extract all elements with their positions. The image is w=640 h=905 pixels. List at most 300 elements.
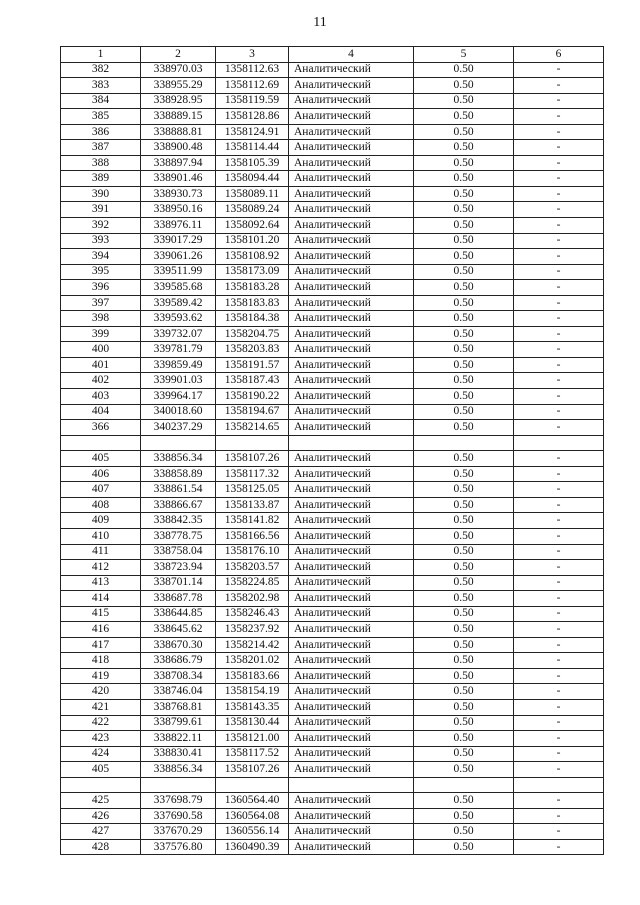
- method-cell: Аналитический: [289, 497, 414, 513]
- accuracy-cell: 0.50: [414, 808, 514, 824]
- point-number-cell: 423: [61, 731, 141, 747]
- note-cell: -: [514, 668, 604, 684]
- accuracy-cell: 0.50: [414, 373, 514, 389]
- accuracy-cell: 0.50: [414, 466, 514, 482]
- x-coordinate-cell: 337698.79: [141, 793, 216, 809]
- table-row: [61, 326, 604, 342]
- x-coordinate-cell: 339781.79: [141, 342, 216, 358]
- table-row: [61, 357, 604, 373]
- method-cell: Аналитический: [289, 699, 414, 715]
- x-coordinate-cell: 338970.03: [141, 62, 216, 78]
- method-cell: Аналитический: [289, 249, 414, 265]
- point-number-cell: 383: [61, 78, 141, 94]
- x-coordinate-cell: 338866.67: [141, 497, 216, 513]
- x-coordinate-cell: 338888.81: [141, 124, 216, 140]
- point-number-cell: 412: [61, 560, 141, 576]
- x-coordinate-cell: 338830.41: [141, 746, 216, 762]
- note-cell: -: [514, 202, 604, 218]
- x-coordinate-cell: [141, 435, 216, 451]
- y-coordinate-cell: 1360564.40: [216, 793, 289, 809]
- accuracy-cell: [414, 435, 514, 451]
- x-coordinate-cell: 339859.49: [141, 357, 216, 373]
- point-number-cell: 385: [61, 109, 141, 125]
- accuracy-cell: 0.50: [414, 606, 514, 622]
- y-coordinate-cell: 1358107.26: [216, 762, 289, 778]
- accuracy-cell: 0.50: [414, 513, 514, 529]
- column-header: 6: [514, 47, 604, 63]
- y-coordinate-cell: 1358119.59: [216, 93, 289, 109]
- accuracy-cell: 0.50: [414, 482, 514, 498]
- x-coordinate-cell: 338768.81: [141, 699, 216, 715]
- method-cell: Аналитический: [289, 824, 414, 840]
- point-number-cell: 408: [61, 497, 141, 513]
- note-cell: -: [514, 684, 604, 700]
- x-coordinate-cell: 338861.54: [141, 482, 216, 498]
- x-coordinate-cell: 338955.29: [141, 78, 216, 94]
- x-coordinate-cell: 338928.95: [141, 93, 216, 109]
- y-coordinate-cell: 1358125.05: [216, 482, 289, 498]
- table-row: [61, 497, 604, 513]
- x-coordinate-cell: 338645.62: [141, 622, 216, 638]
- note-cell: -: [514, 528, 604, 544]
- x-coordinate-cell: 338723.94: [141, 560, 216, 576]
- note-cell: -: [514, 264, 604, 280]
- table-row: [61, 482, 604, 498]
- note-cell: -: [514, 109, 604, 125]
- note-cell: -: [514, 699, 604, 715]
- accuracy-cell: 0.50: [414, 389, 514, 405]
- x-coordinate-cell: 337576.80: [141, 839, 216, 855]
- x-coordinate-cell: 337670.29: [141, 824, 216, 840]
- y-coordinate-cell: 1358128.86: [216, 109, 289, 125]
- y-coordinate-cell: 1358183.28: [216, 280, 289, 296]
- point-number-cell: 405: [61, 762, 141, 778]
- y-coordinate-cell: 1358201.02: [216, 653, 289, 669]
- y-coordinate-cell: 1358202.98: [216, 591, 289, 607]
- table-row: [61, 668, 604, 684]
- table-row: [61, 171, 604, 187]
- method-cell: Аналитический: [289, 731, 414, 747]
- accuracy-cell: 0.50: [414, 824, 514, 840]
- y-coordinate-cell: 1358173.09: [216, 264, 289, 280]
- method-cell: Аналитический: [289, 668, 414, 684]
- accuracy-cell: 0.50: [414, 591, 514, 607]
- point-number-cell: 428: [61, 839, 141, 855]
- y-coordinate-cell: 1358187.43: [216, 373, 289, 389]
- point-number-cell: 393: [61, 233, 141, 249]
- point-number-cell: 413: [61, 575, 141, 591]
- point-number-cell: 395: [61, 264, 141, 280]
- x-coordinate-cell: 338901.46: [141, 171, 216, 187]
- point-number-cell: 420: [61, 684, 141, 700]
- point-number-cell: 390: [61, 186, 141, 202]
- point-number-cell: 387: [61, 140, 141, 156]
- table-row: [61, 373, 604, 389]
- y-coordinate-cell: 1358214.42: [216, 637, 289, 653]
- x-coordinate-cell: 339732.07: [141, 326, 216, 342]
- accuracy-cell: 0.50: [414, 528, 514, 544]
- table-row: [61, 233, 604, 249]
- accuracy-cell: 0.50: [414, 311, 514, 327]
- accuracy-cell: 0.50: [414, 731, 514, 747]
- point-number-cell: 417: [61, 637, 141, 653]
- x-coordinate-cell: [141, 777, 216, 793]
- x-coordinate-cell: 338889.15: [141, 109, 216, 125]
- note-cell: -: [514, 497, 604, 513]
- point-number-cell: 389: [61, 171, 141, 187]
- accuracy-cell: 0.50: [414, 93, 514, 109]
- method-cell: Аналитический: [289, 466, 414, 482]
- note-cell: -: [514, 155, 604, 171]
- accuracy-cell: 0.50: [414, 155, 514, 171]
- accuracy-cell: 0.50: [414, 575, 514, 591]
- note-cell: -: [514, 466, 604, 482]
- accuracy-cell: 0.50: [414, 793, 514, 809]
- table-row: [61, 762, 604, 778]
- method-cell: Аналитический: [289, 62, 414, 78]
- note-cell: -: [514, 78, 604, 94]
- note-cell: -: [514, 186, 604, 202]
- point-number-cell: 419: [61, 668, 141, 684]
- note-cell: -: [514, 218, 604, 234]
- note-cell: -: [514, 171, 604, 187]
- point-number-cell: [61, 777, 141, 793]
- method-cell: Аналитический: [289, 155, 414, 171]
- note-cell: -: [514, 326, 604, 342]
- table-row: [61, 280, 604, 296]
- y-coordinate-cell: 1358183.83: [216, 295, 289, 311]
- table-row: [61, 528, 604, 544]
- x-coordinate-cell: 339901.03: [141, 373, 216, 389]
- x-coordinate-cell: 339061.26: [141, 249, 216, 265]
- method-cell: Аналитический: [289, 186, 414, 202]
- x-coordinate-cell: 338778.75: [141, 528, 216, 544]
- point-number-cell: 404: [61, 404, 141, 420]
- y-coordinate-cell: 1358133.87: [216, 497, 289, 513]
- accuracy-cell: 0.50: [414, 342, 514, 358]
- table-row: [61, 435, 604, 451]
- method-cell: Аналитический: [289, 373, 414, 389]
- point-number-cell: 406: [61, 466, 141, 482]
- point-number-cell: 425: [61, 793, 141, 809]
- y-coordinate-cell: 1358089.24: [216, 202, 289, 218]
- method-cell: Аналитический: [289, 93, 414, 109]
- x-coordinate-cell: 339017.29: [141, 233, 216, 249]
- accuracy-cell: 0.50: [414, 451, 514, 467]
- point-number-cell: 414: [61, 591, 141, 607]
- accuracy-cell: 0.50: [414, 171, 514, 187]
- table-row: [61, 140, 604, 156]
- accuracy-cell: 0.50: [414, 404, 514, 420]
- table-row: [61, 544, 604, 560]
- method-cell: Аналитический: [289, 637, 414, 653]
- method-cell: Аналитический: [289, 264, 414, 280]
- x-coordinate-cell: 338842.35: [141, 513, 216, 529]
- x-coordinate-cell: 340018.60: [141, 404, 216, 420]
- accuracy-cell: 0.50: [414, 653, 514, 669]
- note-cell: -: [514, 575, 604, 591]
- note-cell: -: [514, 342, 604, 358]
- note-cell: -: [514, 373, 604, 389]
- y-coordinate-cell: 1358214.65: [216, 420, 289, 436]
- table-row: [61, 249, 604, 265]
- method-cell: Аналитический: [289, 575, 414, 591]
- y-coordinate-cell: 1360490.39: [216, 839, 289, 855]
- note-cell: -: [514, 420, 604, 436]
- note-cell: -: [514, 746, 604, 762]
- accuracy-cell: 0.50: [414, 420, 514, 436]
- table-row: [61, 793, 604, 809]
- table-row: [61, 62, 604, 78]
- point-number-cell: 399: [61, 326, 141, 342]
- y-coordinate-cell: 1358121.00: [216, 731, 289, 747]
- accuracy-cell: 0.50: [414, 699, 514, 715]
- note-cell: -: [514, 513, 604, 529]
- note-cell: -: [514, 715, 604, 731]
- point-number-cell: 391: [61, 202, 141, 218]
- point-number-cell: 424: [61, 746, 141, 762]
- table-row: [61, 186, 604, 202]
- table-row: [61, 731, 604, 747]
- method-cell: Аналитический: [289, 591, 414, 607]
- table-row: [61, 202, 604, 218]
- y-coordinate-cell: 1358117.52: [216, 746, 289, 762]
- y-coordinate-cell: 1358224.85: [216, 575, 289, 591]
- x-coordinate-cell: 338976.11: [141, 218, 216, 234]
- y-coordinate-cell: 1358101.20: [216, 233, 289, 249]
- point-number-cell: 388: [61, 155, 141, 171]
- x-coordinate-cell: 338687.78: [141, 591, 216, 607]
- method-cell: Аналитический: [289, 311, 414, 327]
- note-cell: -: [514, 280, 604, 296]
- method-cell: Аналитический: [289, 715, 414, 731]
- table-row: [61, 404, 604, 420]
- point-number-cell: 392: [61, 218, 141, 234]
- accuracy-cell: 0.50: [414, 78, 514, 94]
- accuracy-cell: 0.50: [414, 544, 514, 560]
- point-number-cell: 418: [61, 653, 141, 669]
- x-coordinate-cell: 338897.94: [141, 155, 216, 171]
- x-coordinate-cell: 338644.85: [141, 606, 216, 622]
- y-coordinate-cell: 1358114.44: [216, 140, 289, 156]
- x-coordinate-cell: 338950.16: [141, 202, 216, 218]
- x-coordinate-cell: 338856.34: [141, 451, 216, 467]
- x-coordinate-cell: 338858.89: [141, 466, 216, 482]
- note-cell: -: [514, 62, 604, 78]
- x-coordinate-cell: 338746.04: [141, 684, 216, 700]
- accuracy-cell: 0.50: [414, 295, 514, 311]
- note-cell: -: [514, 808, 604, 824]
- method-cell: Аналитический: [289, 218, 414, 234]
- accuracy-cell: 0.50: [414, 326, 514, 342]
- x-coordinate-cell: 338799.61: [141, 715, 216, 731]
- accuracy-cell: 0.50: [414, 264, 514, 280]
- table-row: [61, 575, 604, 591]
- method-cell: Аналитический: [289, 762, 414, 778]
- method-cell: Аналитический: [289, 528, 414, 544]
- note-cell: -: [514, 762, 604, 778]
- y-coordinate-cell: 1360564.08: [216, 808, 289, 824]
- note-cell: -: [514, 249, 604, 265]
- y-coordinate-cell: 1358204.75: [216, 326, 289, 342]
- method-cell: Аналитический: [289, 513, 414, 529]
- method-cell: Аналитический: [289, 420, 414, 436]
- y-coordinate-cell: 1358107.26: [216, 451, 289, 467]
- note-cell: -: [514, 824, 604, 840]
- note-cell: -: [514, 793, 604, 809]
- x-coordinate-cell: 338701.14: [141, 575, 216, 591]
- coordinates-table: [60, 46, 604, 855]
- accuracy-cell: 0.50: [414, 762, 514, 778]
- x-coordinate-cell: 339593.62: [141, 311, 216, 327]
- accuracy-cell: 0.50: [414, 202, 514, 218]
- table-row: [61, 466, 604, 482]
- point-number-cell: 397: [61, 295, 141, 311]
- method-cell: Аналитический: [289, 109, 414, 125]
- point-number-cell: 426: [61, 808, 141, 824]
- y-coordinate-cell: 1358117.32: [216, 466, 289, 482]
- method-cell: Аналитический: [289, 140, 414, 156]
- x-coordinate-cell: 337690.58: [141, 808, 216, 824]
- note-cell: -: [514, 233, 604, 249]
- table-row: [61, 637, 604, 653]
- method-cell: Аналитический: [289, 793, 414, 809]
- y-coordinate-cell: 1358105.39: [216, 155, 289, 171]
- method-cell: Аналитический: [289, 606, 414, 622]
- point-number-cell: 421: [61, 699, 141, 715]
- table-row: [61, 78, 604, 94]
- x-coordinate-cell: 338670.30: [141, 637, 216, 653]
- note-cell: -: [514, 591, 604, 607]
- table-row: [61, 715, 604, 731]
- x-coordinate-cell: 339585.68: [141, 280, 216, 296]
- method-cell: Аналитический: [289, 202, 414, 218]
- y-coordinate-cell: 1358141.82: [216, 513, 289, 529]
- note-cell: -: [514, 839, 604, 855]
- y-coordinate-cell: 1360556.14: [216, 824, 289, 840]
- accuracy-cell: 0.50: [414, 839, 514, 855]
- note-cell: -: [514, 93, 604, 109]
- method-cell: [289, 777, 414, 793]
- note-cell: -: [514, 622, 604, 638]
- method-cell: Аналитический: [289, 451, 414, 467]
- point-number-cell: 405: [61, 451, 141, 467]
- method-cell: Аналитический: [289, 839, 414, 855]
- y-coordinate-cell: 1358246.43: [216, 606, 289, 622]
- note-cell: -: [514, 637, 604, 653]
- point-number-cell: 422: [61, 715, 141, 731]
- table-row: [61, 591, 604, 607]
- point-number-cell: 382: [61, 62, 141, 78]
- x-coordinate-cell: 338900.48: [141, 140, 216, 156]
- note-cell: -: [514, 560, 604, 576]
- point-number-cell: 401: [61, 357, 141, 373]
- point-number-cell: 366: [61, 420, 141, 436]
- table-row: [61, 560, 604, 576]
- y-coordinate-cell: 1358089.11: [216, 186, 289, 202]
- column-header: 4: [289, 47, 414, 63]
- table-row: [61, 218, 604, 234]
- y-coordinate-cell: 1358183.66: [216, 668, 289, 684]
- point-number-cell: 403: [61, 389, 141, 405]
- y-coordinate-cell: 1358203.57: [216, 560, 289, 576]
- y-coordinate-cell: 1358092.64: [216, 218, 289, 234]
- method-cell: Аналитический: [289, 808, 414, 824]
- y-coordinate-cell: 1358191.57: [216, 357, 289, 373]
- note-cell: [514, 777, 604, 793]
- x-coordinate-cell: 339589.42: [141, 295, 216, 311]
- accuracy-cell: 0.50: [414, 684, 514, 700]
- table-row: [61, 653, 604, 669]
- table-row: [61, 777, 604, 793]
- accuracy-cell: 0.50: [414, 62, 514, 78]
- y-coordinate-cell: 1358108.92: [216, 249, 289, 265]
- point-number-cell: [61, 435, 141, 451]
- method-cell: Аналитический: [289, 78, 414, 94]
- table-row: [61, 311, 604, 327]
- table-row: [61, 606, 604, 622]
- point-number-cell: 410: [61, 528, 141, 544]
- table-row: [61, 839, 604, 855]
- accuracy-cell: 0.50: [414, 249, 514, 265]
- accuracy-cell: 0.50: [414, 746, 514, 762]
- note-cell: -: [514, 404, 604, 420]
- table-row: [61, 808, 604, 824]
- y-coordinate-cell: 1358124.91: [216, 124, 289, 140]
- y-coordinate-cell: [216, 777, 289, 793]
- column-header: 5: [414, 47, 514, 63]
- note-cell: -: [514, 357, 604, 373]
- y-coordinate-cell: 1358190.22: [216, 389, 289, 405]
- point-number-cell: 394: [61, 249, 141, 265]
- point-number-cell: 386: [61, 124, 141, 140]
- point-number-cell: 427: [61, 824, 141, 840]
- x-coordinate-cell: 339964.17: [141, 389, 216, 405]
- x-coordinate-cell: 338856.34: [141, 762, 216, 778]
- accuracy-cell: 0.50: [414, 560, 514, 576]
- table-row: [61, 420, 604, 436]
- y-coordinate-cell: 1358194.67: [216, 404, 289, 420]
- accuracy-cell: 0.50: [414, 218, 514, 234]
- method-cell: Аналитический: [289, 653, 414, 669]
- y-coordinate-cell: 1358094.44: [216, 171, 289, 187]
- accuracy-cell: 0.50: [414, 186, 514, 202]
- method-cell: Аналитический: [289, 233, 414, 249]
- note-cell: -: [514, 311, 604, 327]
- table-row: [61, 264, 604, 280]
- note-cell: -: [514, 451, 604, 467]
- method-cell: Аналитический: [289, 389, 414, 405]
- x-coordinate-cell: 338822.11: [141, 731, 216, 747]
- x-coordinate-cell: 338758.04: [141, 544, 216, 560]
- accuracy-cell: 0.50: [414, 233, 514, 249]
- method-cell: [289, 435, 414, 451]
- y-coordinate-cell: 1358176.10: [216, 544, 289, 560]
- point-number-cell: 409: [61, 513, 141, 529]
- table-row: [61, 513, 604, 529]
- table-row: [61, 699, 604, 715]
- accuracy-cell: [414, 777, 514, 793]
- method-cell: Аналитический: [289, 482, 414, 498]
- point-number-cell: 415: [61, 606, 141, 622]
- method-cell: Аналитический: [289, 342, 414, 358]
- method-cell: Аналитический: [289, 746, 414, 762]
- table-row: [61, 124, 604, 140]
- table-row: [61, 93, 604, 109]
- table-row: [61, 684, 604, 700]
- method-cell: Аналитический: [289, 295, 414, 311]
- table-row: [61, 389, 604, 405]
